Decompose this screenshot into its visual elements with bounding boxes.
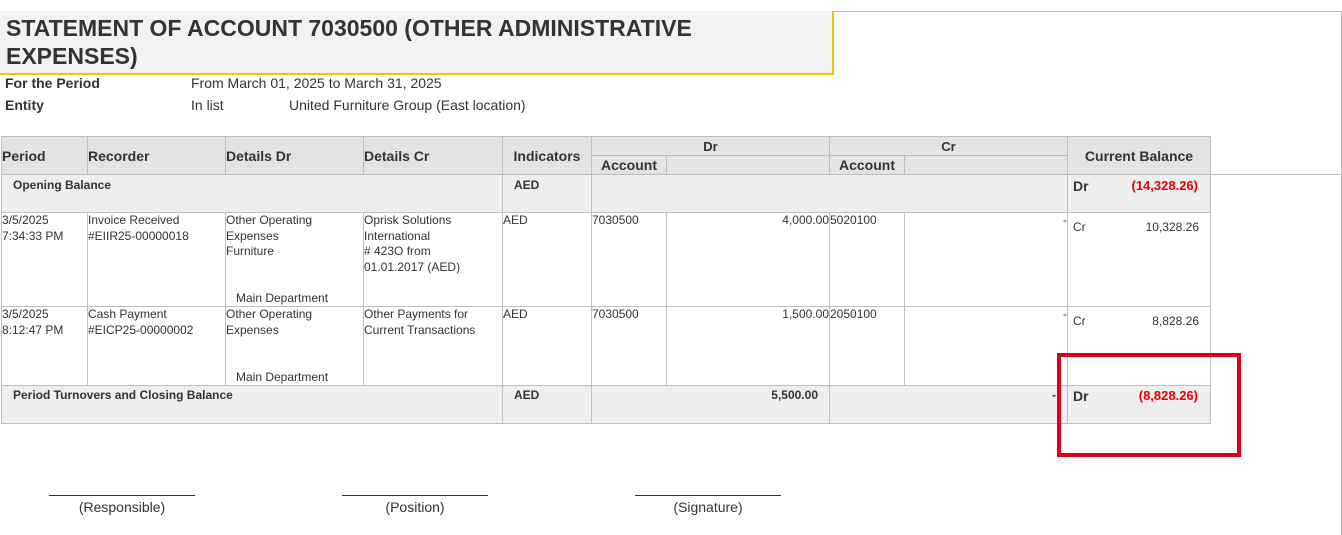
highlight-box <box>1057 353 1241 457</box>
col-header-cr-amount <box>905 156 1068 175</box>
col-header-cr-account: Account <box>830 156 905 175</box>
details-dr-line: Other Operating <box>226 213 313 227</box>
row-balance-amount: 10,328.26 <box>1145 220 1199 234</box>
period-label: For the Period <box>5 75 100 91</box>
row-details-cr <box>364 307 503 386</box>
details-dr-department: Main Department <box>236 369 329 384</box>
col-header-current-balance: Current Balance <box>1068 137 1211 175</box>
row-recorder-no: #EICP25-00000002 <box>88 322 194 337</box>
details-cr-line: International <box>364 228 431 243</box>
row-indicator: AED <box>503 213 592 307</box>
details-cr-line: 01.01.2017 (AED) <box>364 259 461 274</box>
col-header-cr: Cr <box>830 137 1068 156</box>
closing-balance-amount: (8,828.26) <box>1138 388 1198 403</box>
row-recorder-type: Invoice Received <box>88 213 180 227</box>
opening-balance-label: Opening Balance <box>2 175 503 213</box>
row-recorder <box>88 213 226 307</box>
closing-balance-row <box>2 386 1211 424</box>
table-row <box>2 213 1211 307</box>
row-cr-amount: - <box>905 213 1068 307</box>
row-cr-account: 5020100 <box>830 213 905 307</box>
details-dr-line: Other Operating <box>226 307 313 321</box>
statement-table <box>1 136 1211 424</box>
details-cr-line: Other Payments for <box>364 307 469 321</box>
col-header-indicators: Indicators <box>503 137 592 175</box>
entity-mode: In list <box>191 97 224 113</box>
row-dr-account: 7030500 <box>592 307 667 386</box>
col-header-recorder: Recorder <box>88 137 226 175</box>
row-cr-account: 2050100 <box>830 307 905 386</box>
col-header-dr: Dr <box>592 137 830 156</box>
row-balance <box>1068 213 1211 307</box>
col-header-dr-account: Account <box>592 156 667 175</box>
closing-indicator: AED <box>503 386 592 424</box>
details-cr-line: Current Transactions <box>364 322 476 337</box>
details-cr-line: # 423O from <box>364 244 431 258</box>
row-dr-amount: 1,500.00 <box>667 307 830 386</box>
col-header-dr-amount <box>667 156 830 175</box>
row-dr-account: 7030500 <box>592 213 667 307</box>
signature-responsible: (Responsible) <box>49 495 195 515</box>
opening-empty <box>592 175 1068 213</box>
entity-value: United Furniture Group (East location) <box>289 97 526 113</box>
row-time: 7:34:33 PM <box>2 228 64 243</box>
closing-balance-label: Period Turnovers and Closing Balance <box>2 386 503 424</box>
details-dr-line: Furniture <box>226 244 275 258</box>
col-header-period: Period <box>2 137 88 175</box>
signature-signature: (Signature) <box>635 495 781 515</box>
row-details-cr <box>364 213 503 307</box>
opening-balance <box>1068 175 1211 213</box>
row-balance-amount: 8,828.26 <box>1152 314 1199 328</box>
row-time: 8:12:47 PM <box>2 322 64 337</box>
row-date: 3/5/2025 <box>2 213 49 227</box>
details-cr-line: Oprisk Solutions <box>364 213 452 227</box>
opening-balance-row <box>2 175 1211 213</box>
row-dr-amount: 4,000.00 <box>667 213 830 307</box>
row-details-dr <box>226 307 364 386</box>
row-recorder <box>88 307 226 386</box>
header-rule-extension <box>1210 174 1342 175</box>
opening-balance-amount: (14,328.26) <box>1131 178 1198 193</box>
report-title: STATEMENT OF ACCOUNT 7030500 (OTHER ADMINISTRATIVE EXPENSES) <box>6 15 692 69</box>
row-period <box>2 307 88 386</box>
row-cr-amount: - <box>905 307 1068 386</box>
col-header-details-dr: Details Dr <box>226 137 364 175</box>
entity-label: Entity <box>5 97 44 113</box>
details-dr-department: Main Department <box>236 290 329 305</box>
details-dr-line: Expenses <box>226 228 279 243</box>
row-date: 3/5/2025 <box>2 307 49 321</box>
row-recorder-type: Cash Payment <box>88 307 167 321</box>
row-balance-side: Cr <box>1073 314 1086 328</box>
closing-cr-total: - <box>830 386 1068 424</box>
col-header-details-cr: Details Cr <box>364 137 503 175</box>
table-row <box>2 307 1211 386</box>
row-balance-side: Cr <box>1073 220 1086 234</box>
closing-balance-side: Dr <box>1073 388 1089 404</box>
entity-label-row <box>5 97 44 113</box>
header-row-1 <box>2 137 1211 156</box>
opening-balance-side: Dr <box>1073 178 1089 194</box>
row-indicator: AED <box>503 307 592 386</box>
period-label-row <box>5 75 100 91</box>
details-dr-line: Expenses <box>226 322 279 337</box>
row-recorder-no: #EIIR25-00000018 <box>88 228 189 243</box>
row-details-dr <box>226 213 364 307</box>
signature-position: (Position) <box>342 495 488 515</box>
period-value: From March 01, 2025 to March 31, 2025 <box>191 75 442 91</box>
opening-indicator: AED <box>503 175 592 213</box>
row-period <box>2 213 88 307</box>
closing-dr-total: 5,500.00 <box>592 386 830 424</box>
